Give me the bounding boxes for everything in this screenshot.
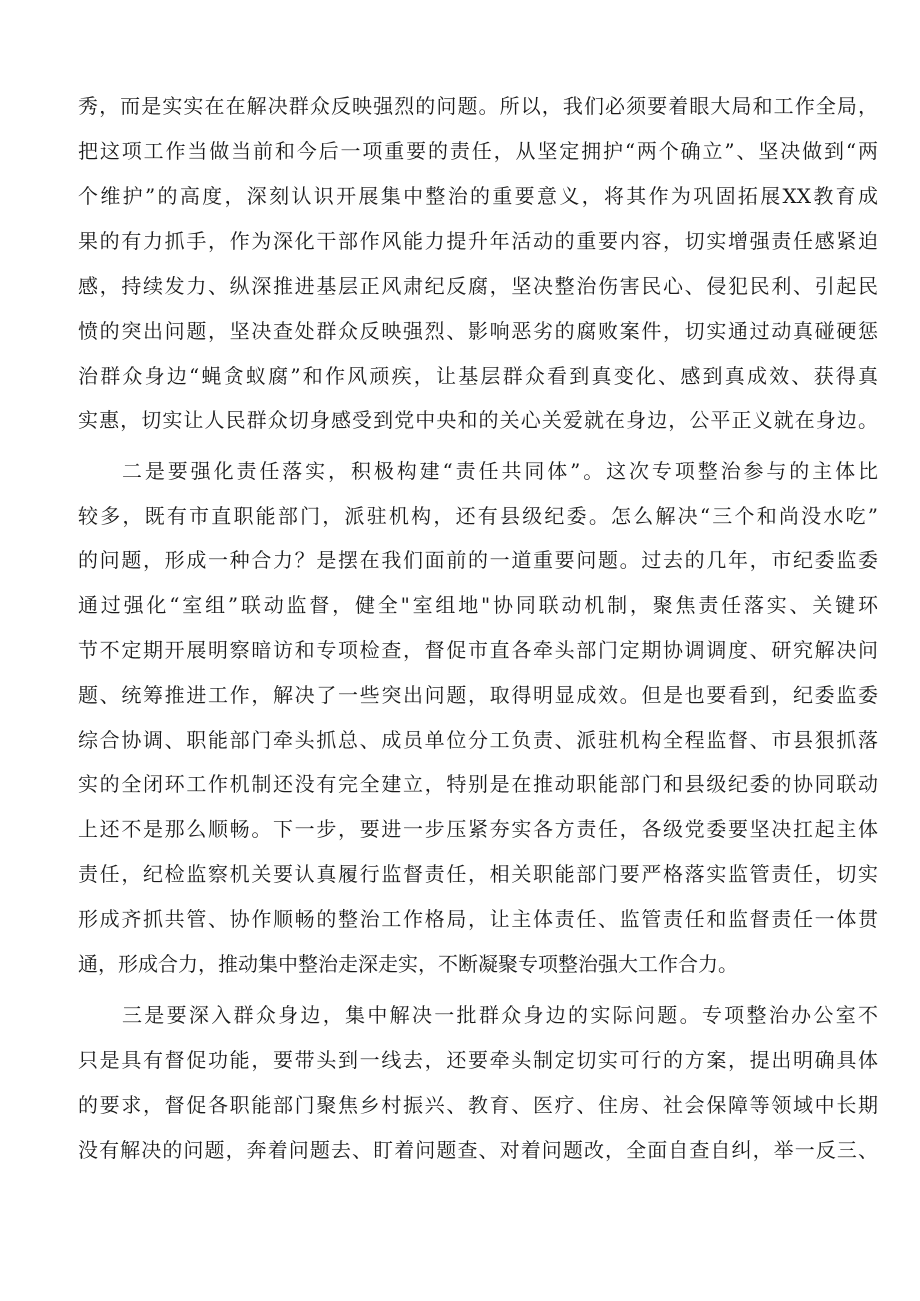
paragraph-1-line-4: 果的有力抓手，作为深化干部作风能力提升年活动的重要内容，切实增强责任感紧迫 bbox=[78, 229, 878, 253]
paragraph-2-line-5: 节不定期开展明察暗访和专项检查，督促市直各牵头部门定期协调调度、研究解决问 bbox=[78, 638, 878, 662]
paragraph-1-line-3: 个维护”的高度，深刻认识开展集中整治的重要意义，将其作为巩固拓展XX教育成 bbox=[78, 184, 878, 208]
paragraph-2-line-11: 形成齐抓共管、协作顺畅的整治工作格局，让主体责任、监管责任和监督责任一体贯 bbox=[78, 907, 878, 931]
paragraph-2-line-3: 的问题，形成一种合力？是摆在我们面前的一道重要问题。过去的几年，市纪委监委 bbox=[78, 548, 878, 572]
paragraph-2-line-4: 通过强化“室组”联动监督，健全"室组地"协同联动机制，聚焦责任落实、关键环 bbox=[78, 593, 878, 617]
paragraph-2-line-7: 综合协调、职能部门牵头抓总、成员单位分工负责、派驻机构全程监督、市县狠抓落 bbox=[78, 728, 878, 752]
paragraph-2-line-10: 责任，纪检监察机关要认真履行监督责任，相关职能部门要严格落实监管责任，切实 bbox=[78, 862, 878, 886]
paragraph-1-line-5: 感，持续发力、纵深推进基层正风肃纪反腐，坚决整治伤害民心、侵犯民利、引起民 bbox=[78, 274, 878, 298]
paragraph-2-line-12: 通，形成合力，推动集中整治走深走实，不断凝聚专项整治强大工作合力。 bbox=[78, 952, 738, 976]
paragraph-1-line-1: 秀，而是实实在在解决群众反映强烈的问题。所以，我们必须要着眼大局和工作全局， bbox=[78, 94, 878, 118]
paragraph-1-line-7: 治群众身边“蝇贪蚁腐”和作风顽疾，让基层群众看到真变化、感到真成效、获得真 bbox=[78, 364, 878, 388]
paragraph-3-line-2: 只是具有督促功能，要带头到一线去，还要牵头制定切实可行的方案，提出明确具体 bbox=[78, 1048, 878, 1072]
paragraph-1-line-6: 愤的突出问题，坚决查处群众反映强烈、影响恶劣的腐败案件，切实通过动真碰硬惩 bbox=[78, 319, 878, 343]
paragraph-3-line-3: 的要求，督促各职能部门聚焦乡村振兴、教育、医疗、住房、社会保障等领域中长期 bbox=[78, 1093, 878, 1117]
paragraph-2-line-8: 实的全闭环工作机制还没有完全建立，特别是在推动职能部门和县级纪委的协同联动 bbox=[78, 772, 878, 796]
paragraph-1-line-8: 实惠，切实让人民群众切身感受到党中央和的关心关爱就在身边，公平正义就在身边。 bbox=[78, 408, 878, 432]
paragraph-3-line-1: 三是要深入群众身边，集中解决一批群众身边的实际问题。专项整治办公室不 bbox=[122, 1003, 878, 1027]
paragraph-3-line-4: 没有解决的问题，奔着问题去、盯着问题查、对着问题改，全面自查自纠，举一反三、 bbox=[78, 1138, 878, 1162]
paragraph-2-line-1: 二是要强化责任落实，积极构建“责任共同体”。这次专项整治参与的主体比 bbox=[122, 459, 878, 483]
paragraph-2-line-6: 题、统筹推进工作，解决了一些突出问题，取得明显成效。但是也要看到，纪委监委 bbox=[78, 683, 878, 707]
paragraph-2-line-9: 上还不是那么顺畅。下一步，要进一步压紧夯实各方责任，各级党委要坚决扛起主体 bbox=[78, 817, 878, 841]
paragraph-1-line-2: 把这项工作当做当前和今后一项重要的责任，从坚定拥护“两个确立”、坚决做到“两 bbox=[78, 139, 878, 163]
paragraph-2-line-2: 较多，既有市直职能部门，派驻机构，还有县级纪委。怎么解决“三个和尚没水吃” bbox=[78, 504, 878, 528]
